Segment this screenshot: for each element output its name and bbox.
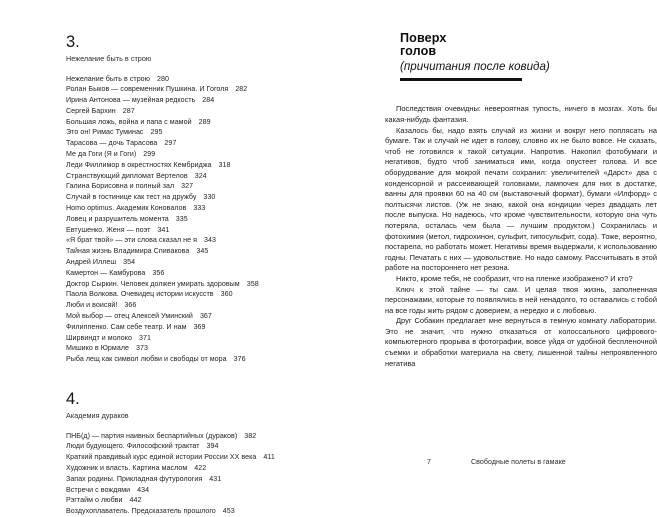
- toc-entry[interactable]: [66, 452, 366, 463]
- toc-entry[interactable]: [66, 289, 366, 300]
- toc-entry-title: Встречи с вождями: [66, 485, 131, 494]
- toc-entry-title: Ловец и разрушитель момента: [66, 214, 169, 223]
- toc-entry-page: 453: [222, 507, 235, 516]
- toc-section-subtitle: Академия дураков: [66, 410, 129, 420]
- toc-entry[interactable]: [66, 181, 366, 192]
- toc-entry[interactable]: [66, 203, 366, 214]
- running-head: Свободные полеты в гамаке: [471, 458, 566, 466]
- toc-entry-page: 382: [244, 431, 257, 440]
- toc-entry[interactable]: [66, 192, 366, 203]
- toc-section-3: [66, 34, 366, 365]
- toc-entry-title: Паола Волкова. Очевидец истории искусств: [66, 290, 214, 299]
- toc-entry-title: Рыба лещ как символ любви и свободы от мора: [66, 355, 227, 364]
- toc-entry[interactable]: [66, 127, 366, 138]
- toc-section-number: 3.: [66, 33, 80, 51]
- toc-section-subtitle: Нежелание быть в строю: [66, 53, 152, 63]
- toc-entry[interactable]: [66, 495, 366, 506]
- body-paragraph: Никто, кроме тебя, не сообразит, что на пленке изображено? И кто?: [396, 273, 633, 283]
- toc-entry-title: Homo optimus. Академик Коновалов: [66, 204, 187, 213]
- body-paragraph: Ключ к этой тайне — ты сам. И целая твоя жизнь, заполненная персонажами, которые то появлялись в ней ненадолго, то оставались с тобой на все годы жить рядом с доверием, а нередко и с любовью.: [385, 284, 657, 315]
- toc-entry-title: Филиппенко. Сам себе театр. И нам: [66, 322, 187, 331]
- toc-entry-title: Люби и воисяй!: [66, 301, 118, 310]
- toc-entry-page: 343: [203, 236, 216, 245]
- toc-entry[interactable]: [66, 268, 366, 279]
- toc-entry-title: Люди будующего. Философский трактат: [66, 442, 200, 451]
- toc-entry[interactable]: [66, 138, 366, 149]
- toc-entry-page: 295: [150, 128, 163, 137]
- toc-entry-page: 376: [233, 355, 246, 364]
- toc-entry-title: Ролан Быков — современник Пушкина. И Гоголя: [66, 85, 229, 94]
- toc-entry[interactable]: [66, 333, 366, 344]
- toc-section-4: [66, 391, 366, 517]
- page-footer: [385, 458, 657, 466]
- toc-entry[interactable]: [66, 84, 366, 95]
- toc-entry-title: Ирина Антонова — музейная редкость: [66, 96, 196, 105]
- toc-entry[interactable]: [66, 441, 366, 452]
- body-paragraph: Друг Собакин предлагает мне вернуться в темную комнату лаборатории. Это не значит, что нужно отказаться от колоссального цифрового-компьютерного прорыва в фотографии, вовсе уйдя от удобной беспленочной съемки и обработки материала на свету, лишенной тайны непроявленного негатива: [385, 316, 657, 368]
- toc-entry-page: 324: [194, 171, 207, 180]
- toc-entry[interactable]: [66, 235, 366, 246]
- toc-entry[interactable]: [66, 171, 366, 182]
- toc-entry-title: Сергей Бархин: [66, 106, 116, 115]
- body-paragraph: Последствия очевидны: невероятная тупость, ничего в мозгах. Хоть бы какая-нибудь фантазия.: [385, 104, 657, 124]
- toc-section-number: 4.: [66, 390, 80, 409]
- toc-entry-title: Художник и власть. Картина маслом: [66, 463, 188, 472]
- toc-entry-title: Евтушенко. Женя — поэт: [66, 225, 151, 234]
- toc-entry-title: «Я брат твой» — эти слова сказал не я: [66, 236, 197, 245]
- toc-entry[interactable]: [66, 463, 366, 474]
- toc-entry[interactable]: [66, 117, 366, 128]
- toc-entry-page: 327: [181, 182, 194, 191]
- toc-entry-title: Запах родины. Прикладная футурология: [66, 474, 203, 483]
- toc-entry-title: Доктор Сыркин. Человек должен умирать здоровым: [66, 279, 240, 288]
- toc-entry-title: ПНБ(д) — партия наивных беспартийных (дураков): [66, 431, 238, 440]
- chapter-title-line-2: голов: [400, 44, 437, 59]
- toc-entry[interactable]: [66, 95, 366, 106]
- toc-entry-title: Леди Филлимор в окрестностях Кембриджа: [66, 160, 212, 169]
- toc-entry[interactable]: [66, 311, 366, 322]
- toc-entry-title: Камертон — Камбурова: [66, 268, 146, 277]
- toc-entry-title: Странствующий дипломат Вертелов: [66, 171, 188, 180]
- toc-entry-page: 287: [122, 106, 135, 115]
- toc-entry-page: 366: [124, 301, 137, 310]
- toc-entry-page: 431: [209, 474, 222, 483]
- toc-entry-page: 356: [152, 268, 165, 277]
- body-paragraph: Казалось бы, надо взять случай из жизни и вокруг него поплясать на бумаге. Так и случай не идет в голову, словно их не было вовсе. Не сказать, чтоб не готовился к такой ситуации. Напротив. Накопил фотобумаги и негативов, будто чтоб заниматься ими, когда опустеет голова. И все оборудование для мокрой печати сохранил: увеличителей «Дарст» два с конденсорной и рассеивающей головками, лампочек для них в достатке, ванны для проявки 60 на 40 см (выставочный формат), бумаги «Илфорд» с полтысячи листов. (Уж не знаю, какой она кондиции через двадцать лет после выпуска. Но надеюсь, что кроме чувствительности, которую она чуть потеряла, осталась чем была — лучшим продуктом.) Сохранилась и фотохимия (метол, гидрохинон, сульфит, гипосульфит, сода). Тоже, вероятно, постарела, но работать может. Негативы время выдержали, к использованию годны. Печатать с них — удовольствие. Но надо самому. Рассчитывать в этой работе на постороннего нет резона.: [385, 125, 657, 273]
- toc-entry[interactable]: [66, 214, 366, 225]
- toc-entry-page: 280: [157, 74, 169, 83]
- toc-entry-title: Тарасова — дочь Тарасова: [66, 139, 158, 148]
- toc-entry-page: 345: [196, 247, 209, 256]
- chapter-subtitle: (причитания после ковида): [400, 59, 550, 73]
- toc-entry[interactable]: [66, 322, 366, 333]
- table-of-contents: [66, 34, 366, 517]
- toc-entry-page: 335: [175, 214, 188, 223]
- toc-entry[interactable]: [66, 160, 366, 171]
- toc-entry-page: 442: [129, 496, 142, 505]
- toc-entry-page: 358: [246, 279, 259, 288]
- toc-entry-page: 282: [235, 85, 248, 94]
- toc-entry-page: 367: [199, 312, 212, 321]
- chapter-column: [385, 32, 657, 369]
- toc-entry-page: 360: [220, 290, 233, 299]
- toc-entry-page: 299: [143, 150, 156, 159]
- toc-entry-title: Тайная жизнь Владимира Спивакова: [66, 247, 190, 256]
- toc-entry-page: 297: [164, 139, 177, 148]
- toc-entry-page: 289: [198, 117, 211, 126]
- toc-entry[interactable]: [66, 474, 366, 485]
- page-number: 7: [427, 458, 431, 466]
- toc-entry-page: 330: [203, 193, 216, 202]
- chapter-title: [385, 32, 657, 59]
- toc-entry-list: [66, 74, 366, 366]
- toc-entry-page: 373: [135, 344, 148, 353]
- toc-entry-title: Галина Борисовна и полный зал: [66, 182, 175, 191]
- toc-entry-page: 369: [193, 322, 206, 331]
- toc-entry[interactable]: [66, 74, 366, 85]
- toc-entry-list: [66, 431, 366, 517]
- toc-entry-page: 422: [194, 463, 207, 472]
- chapter-title-rule: [400, 78, 522, 81]
- toc-entry[interactable]: [66, 431, 366, 442]
- toc-entry-title: Ме да Гоги (Я и Гоги): [66, 150, 137, 159]
- toc-entry-page: 371: [139, 333, 151, 342]
- toc-entry[interactable]: [66, 485, 366, 496]
- toc-entry[interactable]: [66, 246, 366, 257]
- toc-entry-title: Рэгтайм о любви: [66, 496, 123, 505]
- toc-entry-title: Большая ложь, война и папа с мамой: [66, 117, 192, 126]
- toc-entry-page: 354: [123, 258, 136, 267]
- toc-entry[interactable]: [66, 106, 366, 117]
- toc-entry-page: 333: [193, 204, 206, 213]
- chapter-title-line-1: Поверх: [400, 31, 447, 45]
- toc-entry[interactable]: [66, 225, 366, 236]
- toc-entry[interactable]: [66, 279, 366, 290]
- toc-entry[interactable]: [66, 354, 366, 365]
- toc-entry-page: 434: [137, 485, 150, 494]
- toc-entry[interactable]: [66, 300, 366, 311]
- toc-entry[interactable]: [66, 149, 366, 160]
- toc-entry-title: Краткий правдивый курс единой истории России XX века: [66, 453, 257, 462]
- toc-entry-title: Мой выбор — отец Алексей Уминский: [66, 312, 193, 321]
- toc-entry-page: 284: [202, 96, 215, 105]
- toc-entry-title: Воздухоплаватель. Предсказатель прошлого: [66, 507, 216, 516]
- toc-entry-page: 341: [157, 225, 170, 234]
- chapter-body-text: [385, 104, 657, 369]
- toc-entry-title: Андрей Иллеш: [66, 258, 117, 267]
- toc-entry-page: 411: [263, 453, 275, 462]
- toc-entry-page: 318: [218, 160, 231, 169]
- toc-entry-title: Мишико в Юрмале: [66, 344, 129, 353]
- toc-entry[interactable]: [66, 257, 366, 268]
- toc-entry-title: Нежелание быть в строю: [66, 74, 151, 83]
- toc-entry-page: 394: [206, 442, 219, 451]
- toc-entry-title: Ширвиндт и молоко: [66, 333, 132, 342]
- toc-entry[interactable]: [66, 343, 366, 354]
- toc-entry-title: Это он! Римас Туминас: [66, 128, 144, 137]
- toc-entry-title: Случай в гостинице как тест на дружбу: [66, 193, 197, 202]
- toc-entry[interactable]: [66, 506, 366, 517]
